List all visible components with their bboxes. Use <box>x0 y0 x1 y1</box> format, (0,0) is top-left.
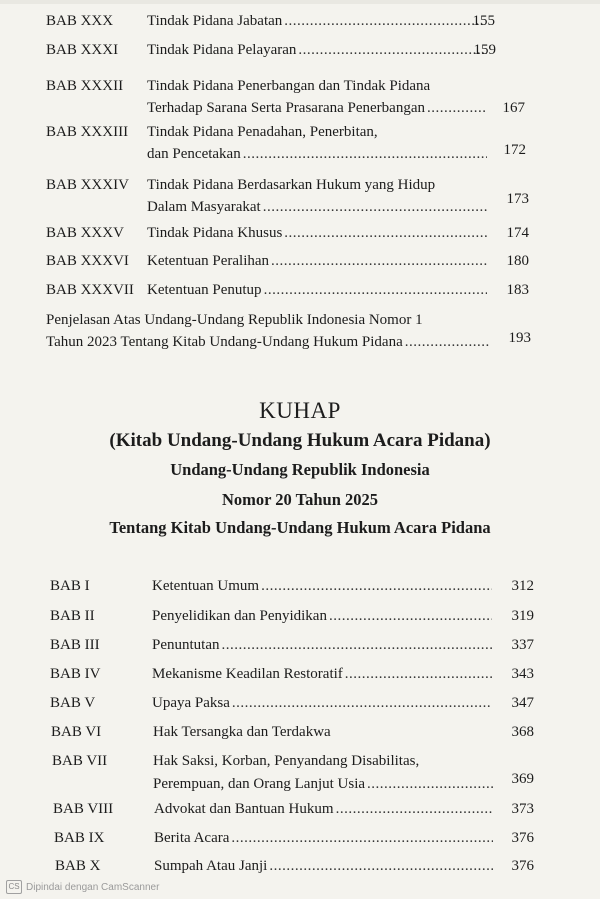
chapter-number: BAB V <box>50 695 96 711</box>
page-number: 319 <box>511 608 534 624</box>
dot-leader <box>271 251 487 271</box>
camscanner-logo-icon: CS <box>6 880 22 894</box>
dot-leader <box>232 693 492 713</box>
page-number: 368 <box>511 724 534 740</box>
page-number: 183 <box>506 282 529 298</box>
law-title: Undang-Undang Republik Indonesia <box>170 460 430 479</box>
section-heading: KUHAP <box>259 398 341 423</box>
chapter-number: BAB XXXV <box>46 225 124 241</box>
chapter-title: Tindak Pidana Penerbangan dan Tindak Pidana <box>147 78 431 94</box>
dot-leader <box>367 774 493 794</box>
chapter-title: Ketentuan Penutup <box>147 282 262 298</box>
chapter-number: BAB XXXVII <box>46 282 134 298</box>
dot-leader <box>261 576 492 596</box>
chapter-title: Tindak Pidana Berdasarkan Hukum yang Hidup <box>147 177 436 193</box>
chapter-number: BAB VI <box>51 724 102 740</box>
chapter-number: BAB III <box>50 637 100 653</box>
chapter-number: BAB VII <box>52 753 108 769</box>
chapter-title: Tindak Pidana Jabatan <box>147 13 283 29</box>
page-edge <box>0 0 600 4</box>
chapter-title: Penuntutan <box>152 637 220 653</box>
chapter-title: Tindak Pidana Penadahan, Penerbitan, <box>147 124 378 140</box>
chapter-title: Hak Tersangka dan Terdakwa <box>153 724 331 740</box>
dot-leader <box>329 606 492 626</box>
explanation-title-cont: Tahun 2023 Tentang Kitab Undang-Undang Hukum Pidana <box>46 334 403 350</box>
dot-leader <box>269 856 493 876</box>
chapter-title-cont: dan Pencetakan <box>147 146 241 162</box>
page-number: 159 <box>473 42 496 58</box>
dot-leader <box>263 197 487 217</box>
chapter-title: Penyelidikan dan Penyidikan <box>152 608 327 624</box>
dot-leader <box>345 664 492 684</box>
law-number: Nomor 20 Tahun 2025 <box>221 490 379 509</box>
chapter-number: BAB I <box>50 578 90 594</box>
page-number: 337 <box>511 637 534 653</box>
chapter-title: Upaya Paksa <box>152 695 230 711</box>
chapter-number: BAB XXXVI <box>46 253 129 269</box>
chapter-title: Hak Saksi, Korban, Penyandang Disabilitas, <box>153 753 420 769</box>
chapter-title-cont: Dalam Masyarakat <box>147 199 261 215</box>
explanation-title: Penjelasan Atas Undang-Undang Republik Indonesia Nomor 1 <box>46 312 423 328</box>
page-number: 369 <box>511 771 534 787</box>
chapter-number: BAB VIII <box>53 801 114 817</box>
chapter-title-cont: Perempuan, dan Orang Lanjut Usia <box>153 776 366 792</box>
chapter-title: Ketentuan Umum <box>152 578 260 594</box>
chapter-number: BAB IV <box>50 666 101 682</box>
page-number: 343 <box>511 666 534 682</box>
dot-leader <box>284 223 487 243</box>
chapter-title-cont: Terhadap Sarana Serta Prasarana Penerbangan <box>147 100 425 116</box>
law-subject: Tentang Kitab Undang-Undang Hukum Acara Pidana <box>109 518 491 537</box>
chapter-number: BAB XXXIV <box>46 177 129 193</box>
page-number: 174 <box>506 225 529 241</box>
page-number: 373 <box>511 801 534 817</box>
chapter-number: BAB XXXIII <box>46 124 129 140</box>
chapter-number: BAB XXXI <box>46 42 119 58</box>
chapter-number: BAB XXX <box>46 13 114 29</box>
chapter-number: BAB X <box>55 858 101 874</box>
dot-leader <box>405 332 490 352</box>
dot-leader <box>222 635 493 655</box>
chapter-title: Tindak Pidana Pelayaran <box>147 42 297 58</box>
page-number: 173 <box>506 191 529 207</box>
page-number: 172 <box>503 142 526 158</box>
chapter-title: Tindak Pidana Khusus <box>147 225 283 241</box>
page-number: 193 <box>508 330 531 346</box>
dot-leader <box>427 98 487 118</box>
chapter-title: Ketentuan Peralihan <box>147 253 270 269</box>
page-number: 312 <box>511 578 534 594</box>
dot-leader <box>243 144 487 164</box>
chapter-title: Sumpah Atau Janji <box>154 858 268 874</box>
page-number: 376 <box>511 858 534 874</box>
dot-leader <box>336 799 493 819</box>
chapter-number: BAB XXXII <box>46 78 124 94</box>
dot-leader <box>231 828 493 848</box>
chapter-number: BAB II <box>50 608 95 624</box>
chapter-number: BAB IX <box>54 830 105 846</box>
section-subheading: (Kitab Undang-Undang Hukum Acara Pidana) <box>109 430 491 451</box>
page-number: 155 <box>472 13 495 29</box>
chapter-title: Mekanisme Keadilan Restoratif <box>152 666 343 682</box>
chapter-title: Advokat dan Bantuan Hukum <box>154 801 334 817</box>
page-number: 376 <box>511 830 534 846</box>
page-number: 180 <box>506 253 529 269</box>
scanner-watermark <box>6 880 159 894</box>
page-number: 167 <box>502 100 525 116</box>
page-number: 347 <box>511 695 534 711</box>
dot-leader <box>264 280 487 300</box>
scanner-watermark-text: Dipindai dengan CamScanner <box>26 881 160 893</box>
chapter-title: Berita Acara <box>154 830 230 846</box>
